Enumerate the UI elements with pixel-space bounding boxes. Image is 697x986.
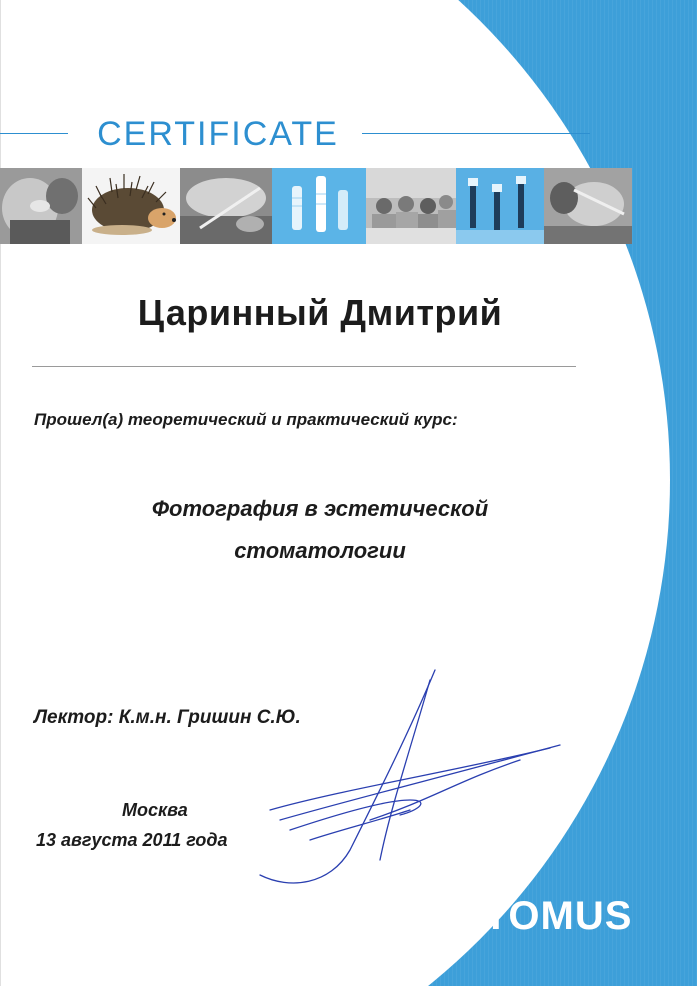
implants-photo (272, 168, 366, 244)
dental-tools-photo (180, 168, 272, 244)
recipient-name: Царинный Дмитрий (137, 292, 503, 333)
classroom-photo (366, 168, 456, 244)
dental-procedure-photo (0, 168, 82, 244)
completed-course-text: Прошел(а) теоретический и практический курс: (34, 410, 458, 429)
lecturer: Лектор: К.м.н. Гришин С.Ю. (34, 707, 301, 728)
title-row (0, 112, 590, 156)
issue-date: 13 августа 2011 года (36, 830, 228, 850)
course-title-line-1: Фотография в эстетической (151, 496, 489, 521)
lecturer-signature (230, 660, 590, 890)
hedgehog-photo (82, 168, 180, 244)
course-title (0, 488, 640, 572)
dental-exam-photo (544, 168, 632, 244)
title-rule-right (362, 133, 590, 134)
title-rule-left (0, 133, 68, 134)
name-underline (32, 366, 576, 367)
stomus-logo: STOMUS (456, 894, 633, 938)
photo-strip (0, 168, 632, 244)
course-title-line-2: стоматологии (234, 538, 406, 563)
certificate-title: CERTIFICATE (97, 115, 339, 153)
city: Москва (122, 800, 188, 820)
implant-abutments-photo (456, 168, 544, 244)
